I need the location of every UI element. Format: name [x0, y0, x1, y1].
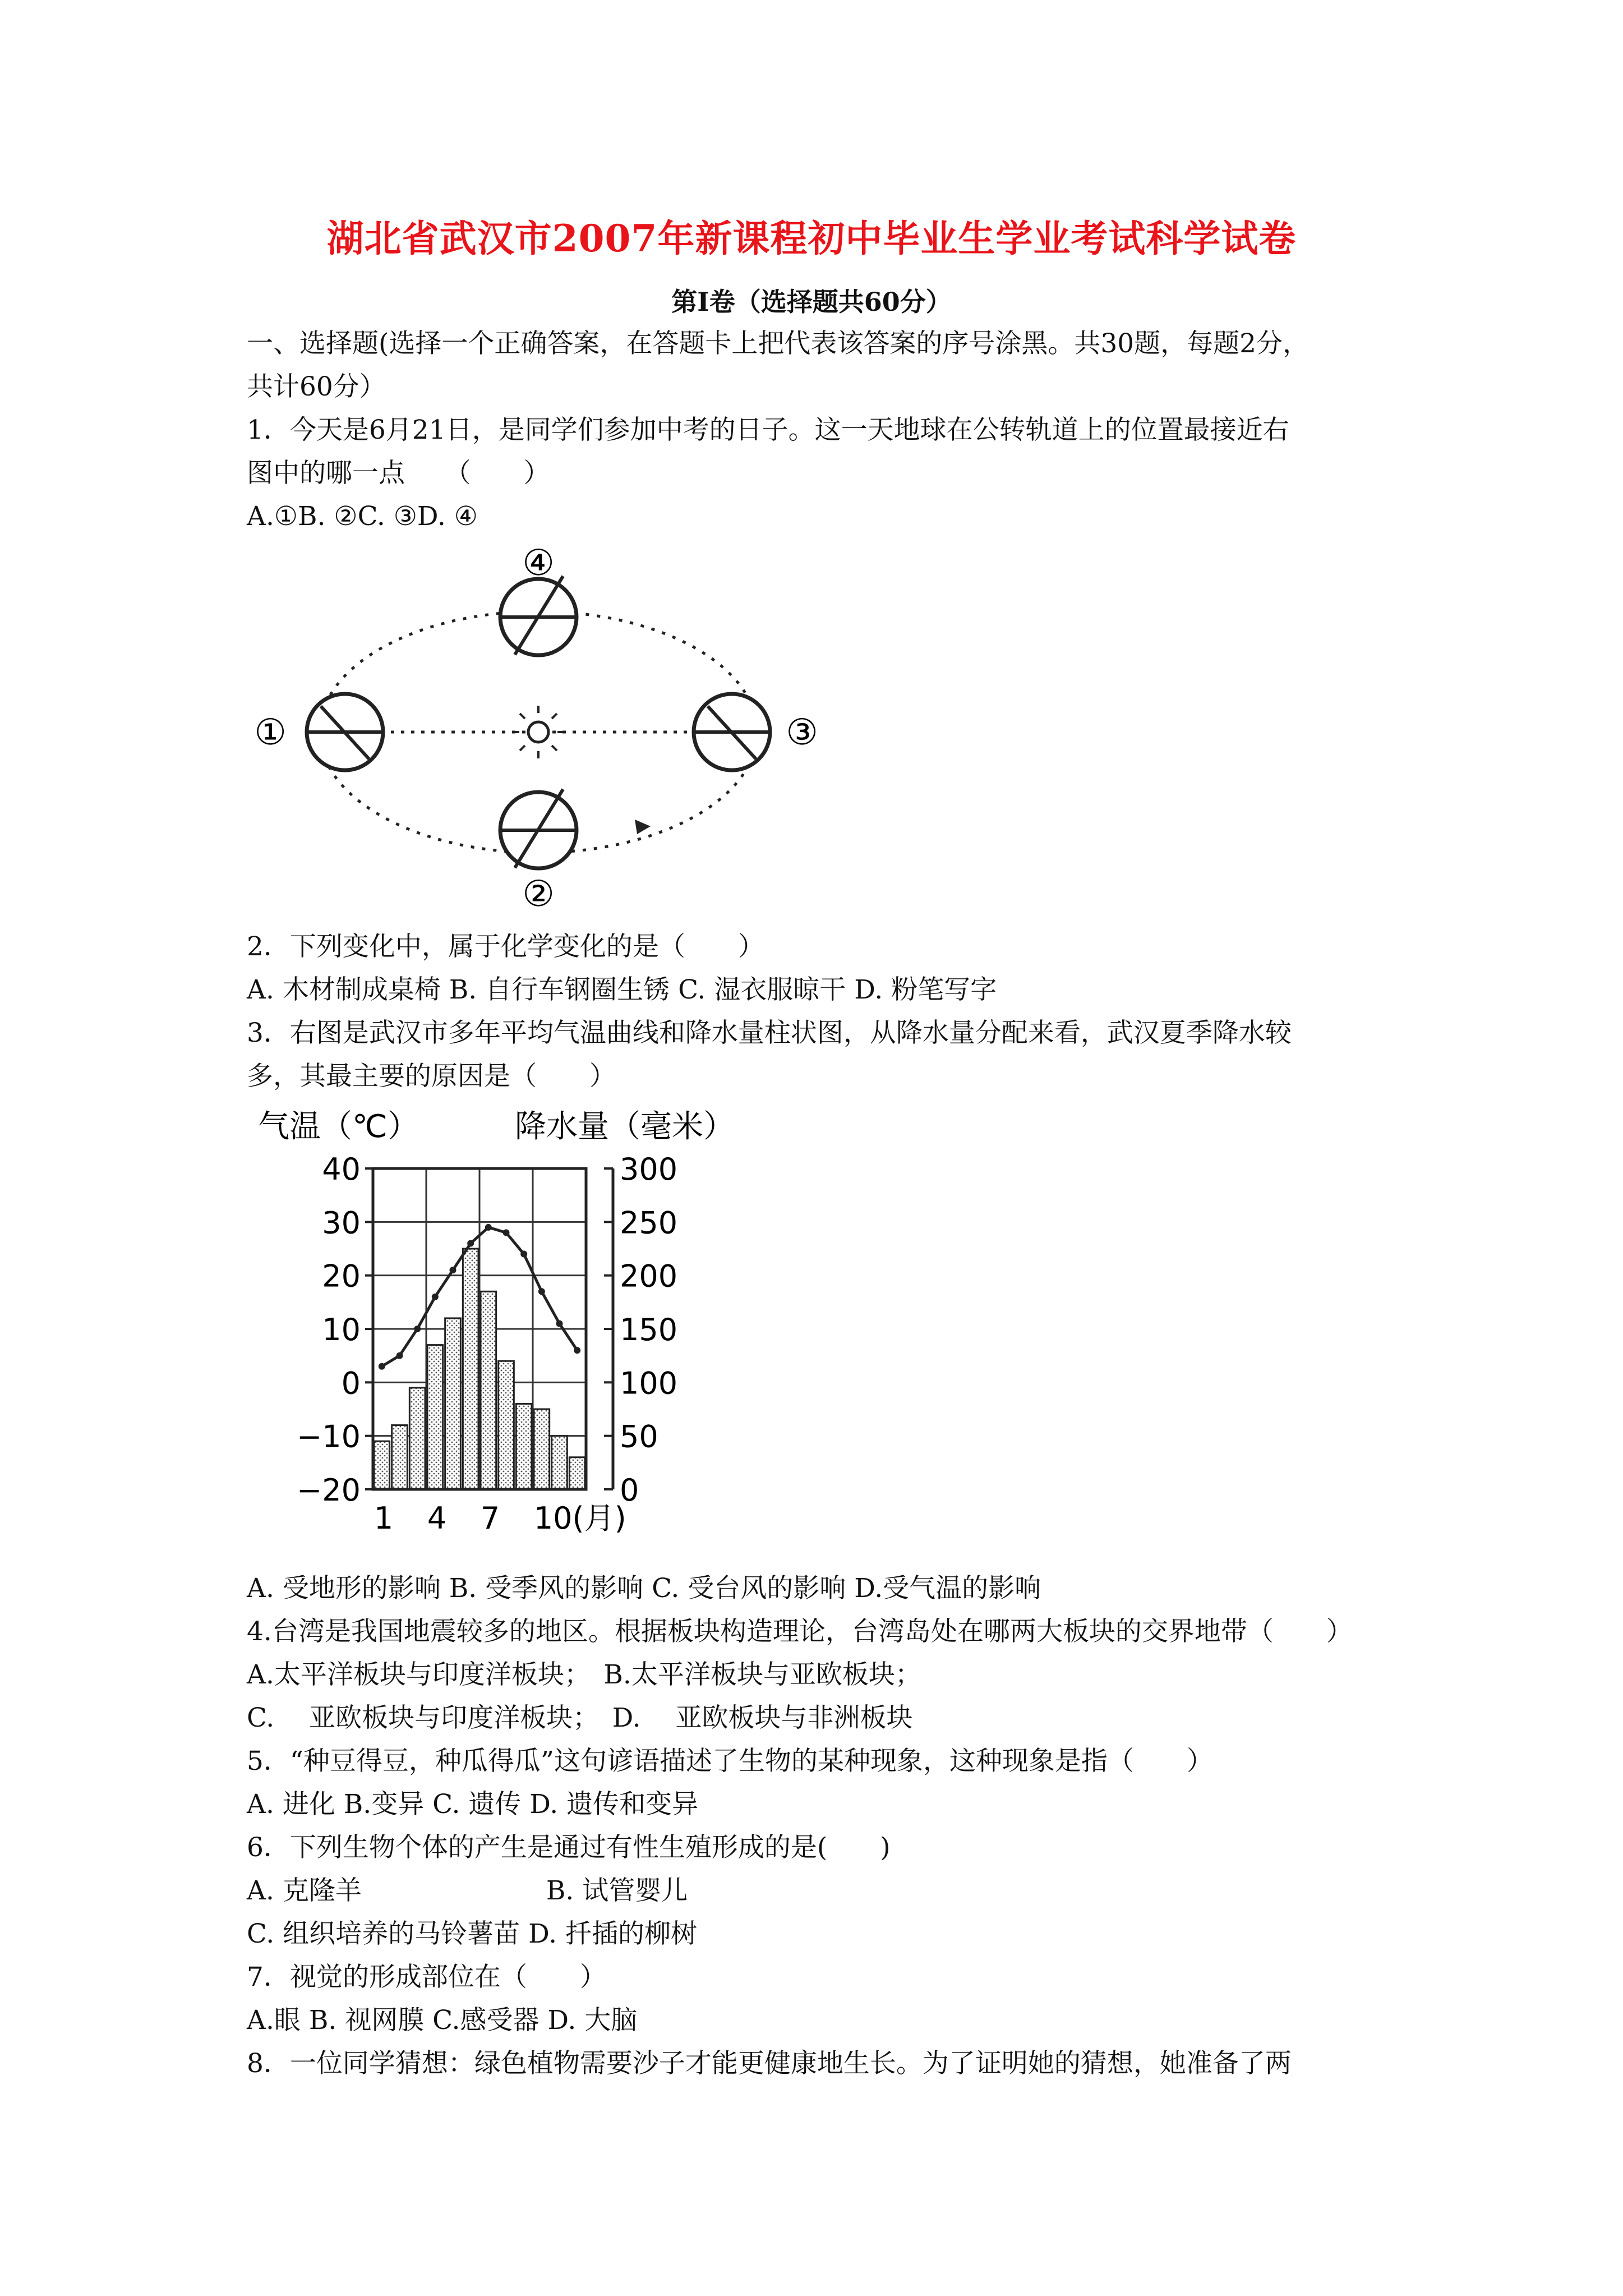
- earth-icon-1: [307, 694, 383, 770]
- question-6-options-2: C. 组织培养的马铃薯苗 D. 扦插的柳树: [247, 1918, 697, 1949]
- question-3-line-1: 3．右图是武汉市多年平均气温曲线和降水量柱状图，从降水量分配来看，武汉夏季降水较: [247, 1018, 1292, 1048]
- instructions-line-1: 一、选择题(选择一个正确答案，在答题卡上把代表该答案的序号涂黑。共30题，每题2分，: [247, 328, 1310, 359]
- question-1-options: A.①B. ②C. ③D. ④: [247, 501, 478, 532]
- question-6: 6．下列生物个体的产生是通过有性生殖形成的是( ): [247, 1832, 891, 1863]
- temperature-point: [396, 1352, 403, 1359]
- section-title: 第Ⅰ卷（选择题共60分）: [671, 287, 952, 317]
- left-tick-label: 30: [322, 1205, 361, 1241]
- question-1-line-2: 图中的哪一点 （ ）: [247, 458, 550, 489]
- right-tick-label: 200: [620, 1258, 678, 1294]
- precipitation-bar: [534, 1409, 550, 1489]
- temperature-point: [432, 1294, 439, 1300]
- question-5: 5．“种豆得豆，种瓜得瓜”这句谚语描述了生物的某种现象，这种现象是指（ ）: [247, 1746, 1213, 1777]
- x-tick-label: 7: [480, 1501, 500, 1536]
- question-4-options-2: C. 亚欧板块与印度洋板块； D. 亚欧板块与非洲板块: [247, 1703, 913, 1733]
- question-8-line-1: 8．一位同学猜想：绿色植物需要沙子才能更健康地生长。为了证明她的猜想，她准备了两: [247, 2048, 1292, 2079]
- precipitation-bar: [516, 1404, 532, 1489]
- question-7-options: A.眼 B. 视网膜 C.感受器 D. 大脑: [247, 2005, 638, 2036]
- precipitation-bar: [374, 1441, 390, 1489]
- precipitation-bar: [552, 1436, 568, 1489]
- question-7: 7．视觉的形成部位在（ ）: [247, 1962, 606, 1993]
- precipitation-bar: [445, 1318, 461, 1489]
- precipitation-bar: [409, 1388, 425, 1489]
- orbit-label-1: ①: [254, 712, 287, 753]
- temperature-point: [485, 1224, 492, 1231]
- temperature-point: [414, 1326, 421, 1332]
- temperature-point: [574, 1347, 580, 1354]
- question-3-line-2: 多，其最主要的原因是（ ）: [247, 1061, 616, 1092]
- left-tick-label: 10: [322, 1312, 361, 1347]
- question-6-options-1: A. 克隆羊 B. 试管婴儿: [247, 1875, 688, 1906]
- left-tick-label: 40: [322, 1152, 361, 1187]
- exam-title: 湖北省武汉市2007年新课程初中毕业生学业考试科学试卷: [326, 217, 1297, 260]
- precipitation-bar: [499, 1361, 514, 1489]
- precipitation-bar: [481, 1291, 496, 1489]
- right-tick-label: 100: [620, 1365, 678, 1401]
- left-tick-label: −10: [297, 1419, 361, 1455]
- question-5-options: A. 进化 B.变异 C. 遗传 D. 遗传和变异: [247, 1789, 699, 1820]
- right-tick-label: 0: [620, 1473, 639, 1508]
- orbit-label-2: ②: [522, 873, 555, 915]
- question-1-line-1: 1．今天是6月21日，是同学们参加中考的日子。这一天地球在公转轨道上的位置最接近右: [247, 415, 1289, 445]
- precipitation-bar: [392, 1425, 408, 1489]
- earth-icon-4: [500, 576, 577, 655]
- orbit-diagram: [236, 547, 841, 917]
- temperature-point: [556, 1320, 563, 1327]
- left-axis-title: 气温（℃）: [258, 1108, 419, 1145]
- temperature-point: [538, 1288, 545, 1295]
- precipitation-bar: [569, 1457, 585, 1489]
- question-3-options: A. 受地形的影响 B. 受季风的影响 C. 受台风的影响 D.受气温的影响: [247, 1573, 1041, 1604]
- temperature-point: [503, 1229, 510, 1236]
- x-tick-label: 10(月): [533, 1501, 626, 1536]
- earth-icon-3: [694, 694, 770, 770]
- right-tick-label: 300: [620, 1152, 678, 1187]
- temperature-point: [467, 1240, 474, 1246]
- left-tick-label: −20: [297, 1473, 361, 1508]
- question-2: 2．下列变化中，属于化学变化的是（ ）: [247, 931, 764, 962]
- temperature-point: [450, 1267, 457, 1273]
- temperature-point: [379, 1363, 385, 1370]
- orbit-label-3: ③: [786, 712, 818, 753]
- earth-icon-2: [500, 789, 577, 868]
- left-tick-label: 0: [341, 1365, 361, 1401]
- right-tick-label: 50: [620, 1419, 658, 1455]
- right-tick-label: 250: [620, 1205, 678, 1241]
- precipitation-bar: [463, 1249, 478, 1489]
- instructions-line-2: 共计60分）: [247, 371, 386, 402]
- orbit-label-4: ④: [522, 547, 555, 584]
- x-tick-label: 4: [427, 1501, 447, 1536]
- climate-chart: [247, 1102, 796, 1562]
- temperature-point: [520, 1251, 527, 1258]
- x-tick-label: 1: [374, 1501, 394, 1536]
- right-axis-title: 降水量（毫米）: [515, 1108, 735, 1145]
- precipitation-bar: [427, 1345, 443, 1489]
- question-2-options: A. 木材制成桌椅 B. 自行车钢圈生锈 C. 湿衣服晾干 D. 粉笔写字: [247, 974, 997, 1005]
- question-4-options-1: A.太平洋板块与印度洋板块； B.太平洋板块与亚欧板块；: [247, 1659, 921, 1690]
- question-4: 4.台湾是我国地震较多的地区。根据板块构造理论，台湾岛处在哪两大板块的交界地带（ ）: [247, 1616, 1353, 1647]
- sun-icon: [512, 706, 565, 758]
- right-tick-label: 150: [620, 1312, 678, 1347]
- left-tick-label: 20: [322, 1258, 361, 1294]
